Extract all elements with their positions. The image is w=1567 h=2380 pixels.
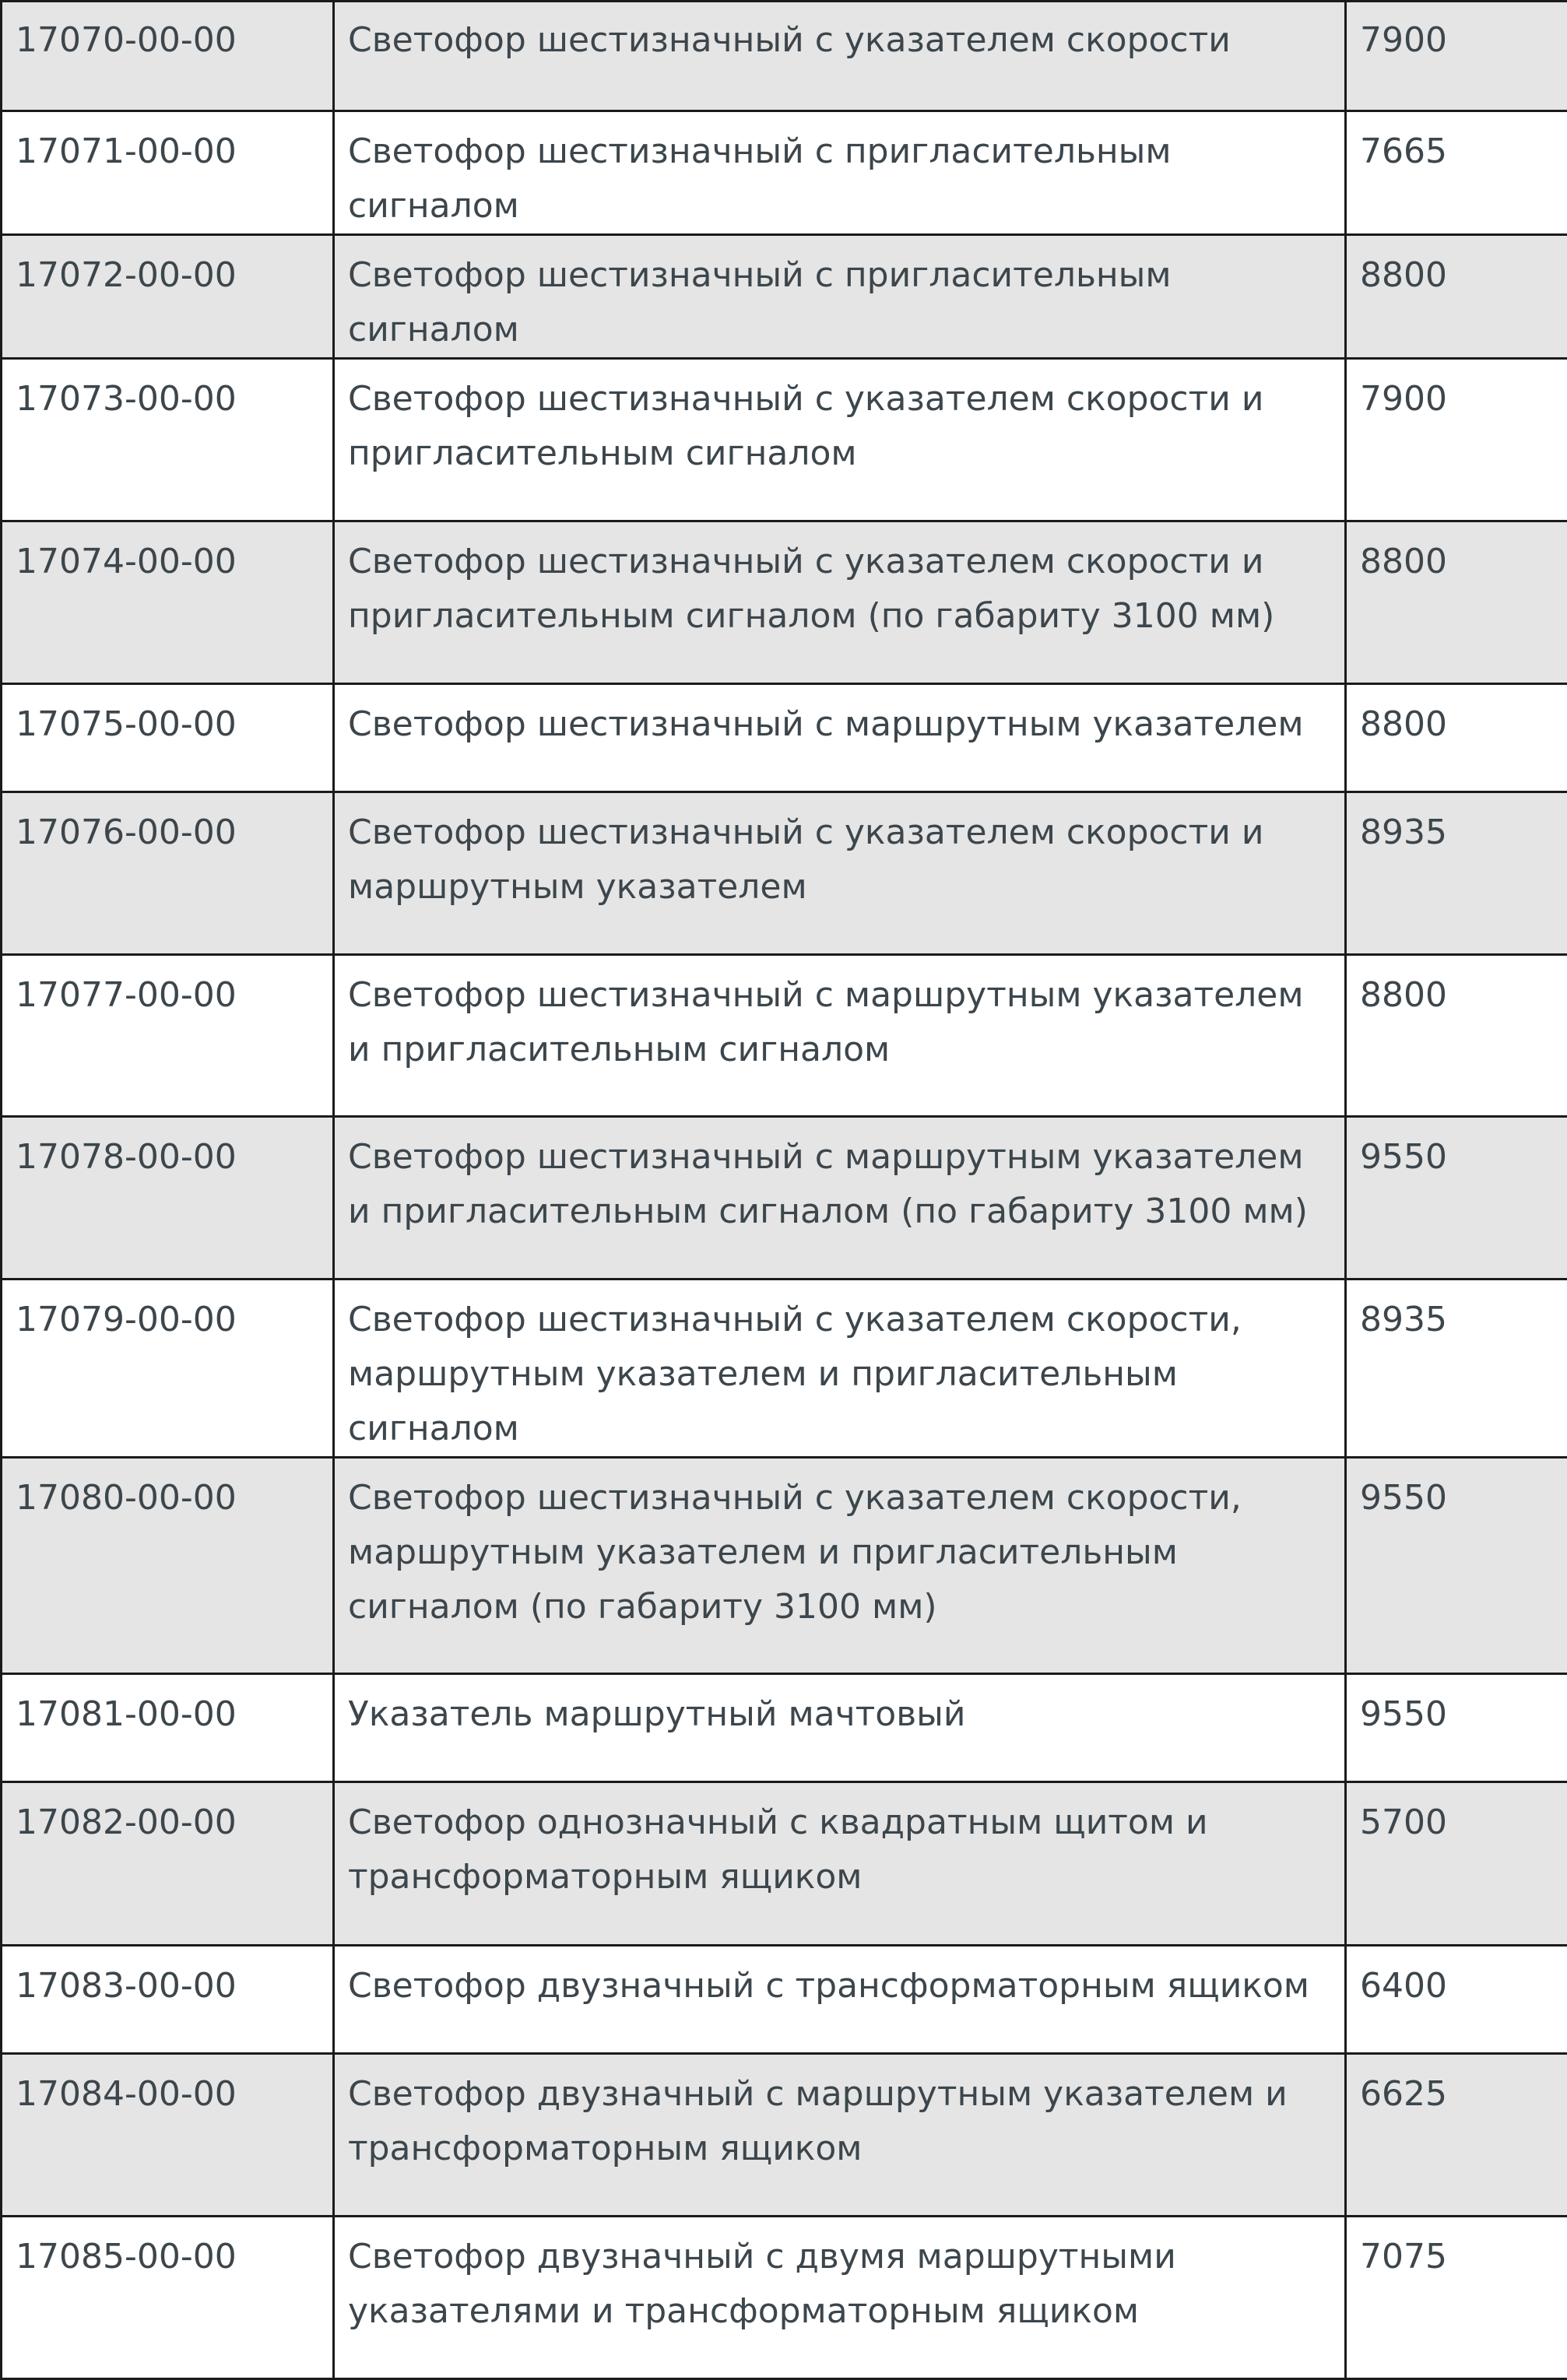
item-price: 8800	[1346, 235, 1567, 359]
item-code: 17078-00-00	[2, 1117, 334, 1280]
item-name: Светофор шестизначный с пригласительным сигналом	[334, 235, 1346, 359]
table-row	[2, 955, 1567, 1117]
item-name: Указатель маршрутный мачтовый	[334, 1674, 1346, 1782]
item-name: Светофор шестизначный с указателем скорости, маршрутным указателем и пригласительным сигналом (по габариту 3100 мм)	[334, 1458, 1346, 1674]
item-name: Светофор шестизначный с маршрутным указателем и пригласительным сигналом (по габариту 3100 мм)	[334, 1117, 1346, 1280]
item-name: Светофор однозначный с квадратным щитом и трансформаторным ящиком	[334, 1782, 1346, 1946]
item-price: 6625	[1346, 2054, 1567, 2217]
item-price: 7665	[1346, 111, 1567, 235]
item-code: 17072-00-00	[2, 235, 334, 359]
table-row	[2, 521, 1567, 684]
table-row	[2, 1946, 1567, 2054]
item-code: 17074-00-00	[2, 521, 334, 684]
item-code: 17070-00-00	[2, 2, 334, 111]
table-row	[2, 1117, 1567, 1280]
item-name: Светофор шестизначный с указателем скорости, маршрутным указателем и пригласительным сигналом	[334, 1280, 1346, 1458]
table-row	[2, 235, 1567, 359]
table-row	[2, 359, 1567, 521]
item-code: 17079-00-00	[2, 1280, 334, 1458]
item-price: 7900	[1346, 2, 1567, 111]
item-price: 8800	[1346, 955, 1567, 1117]
item-price: 6400	[1346, 1946, 1567, 2054]
item-price: 9550	[1346, 1117, 1567, 1280]
item-name: Светофор шестизначный с маршрутным указателем и пригласительным сигналом	[334, 955, 1346, 1117]
item-code: 17075-00-00	[2, 684, 334, 792]
item-name: Светофор двузначный с двумя маршрутными указателями и трансформаторным ящиком	[334, 2217, 1346, 2379]
item-name: Светофор шестизначный с указателем скорости и пригласительным сигналом	[334, 359, 1346, 521]
table-row	[2, 792, 1567, 955]
table-row	[2, 1458, 1567, 1674]
table-row	[2, 684, 1567, 792]
table-row	[2, 1782, 1567, 1946]
item-price: 9550	[1346, 1674, 1567, 1782]
item-code: 17085-00-00	[2, 2217, 334, 2379]
item-price: 8935	[1346, 792, 1567, 955]
item-code: 17073-00-00	[2, 359, 334, 521]
item-price: 8800	[1346, 684, 1567, 792]
table-row	[2, 1674, 1567, 1782]
item-price: 7900	[1346, 359, 1567, 521]
item-price: 8935	[1346, 1280, 1567, 1458]
item-name: Светофор шестизначный с маршрутным указателем	[334, 684, 1346, 792]
price-table-body	[2, 2, 1567, 2379]
item-price: 9550	[1346, 1458, 1567, 1674]
item-price: 5700	[1346, 1782, 1567, 1946]
item-code: 17082-00-00	[2, 1782, 334, 1946]
item-code: 17071-00-00	[2, 111, 334, 235]
item-code: 17081-00-00	[2, 1674, 334, 1782]
item-code: 17077-00-00	[2, 955, 334, 1117]
item-name: Светофор шестизначный с указателем скорости и пригласительным сигналом (по габариту 3100 мм)	[334, 521, 1346, 684]
item-code: 17076-00-00	[2, 792, 334, 955]
item-price: 8800	[1346, 521, 1567, 684]
table-row	[2, 1280, 1567, 1458]
table-row	[2, 2, 1567, 111]
item-name: Светофор шестизначный с указателем скорости	[334, 2, 1346, 111]
item-name: Светофор двузначный с трансформаторным ящиком	[334, 1946, 1346, 2054]
item-name: Светофор шестизначный с пригласительным сигналом	[334, 111, 1346, 235]
item-code: 17083-00-00	[2, 1946, 334, 2054]
item-price: 7075	[1346, 2217, 1567, 2379]
table-row	[2, 2054, 1567, 2217]
table-row	[2, 111, 1567, 235]
item-name: Светофор шестизначный с указателем скорости и маршрутным указателем	[334, 792, 1346, 955]
item-code: 17084-00-00	[2, 2054, 334, 2217]
item-name: Светофор двузначный с маршрутным указателем и трансформаторным ящиком	[334, 2054, 1346, 2217]
item-code: 17080-00-00	[2, 1458, 334, 1674]
table-row	[2, 2217, 1567, 2379]
